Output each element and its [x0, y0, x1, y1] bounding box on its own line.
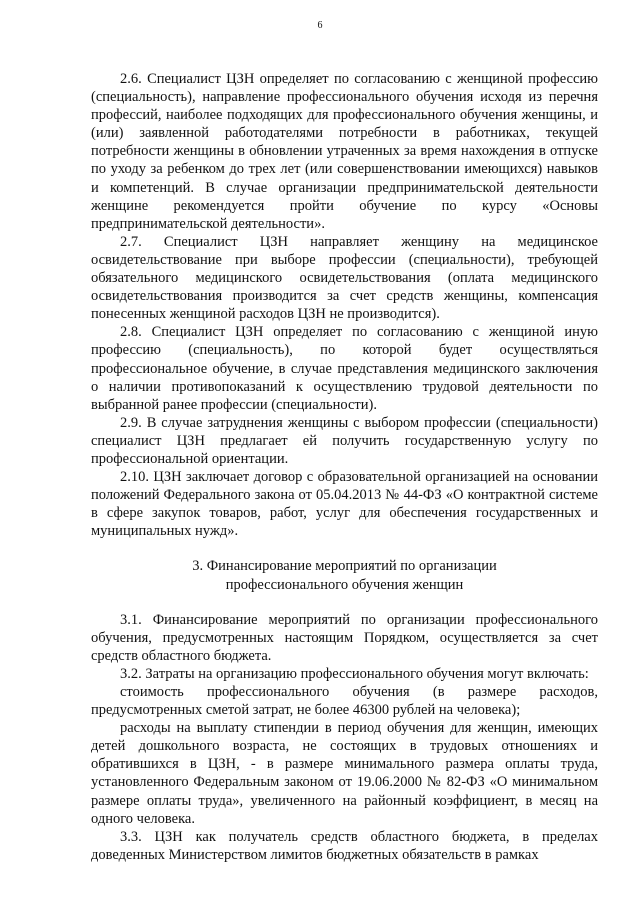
- paragraph-3-2: 3.2. Затраты на организацию профессионального обучения могут включать:: [120, 665, 589, 682]
- page-number: 6: [317, 20, 323, 31]
- paragraph-3-2-item-1: стоимость профессионального обучения (в размере расходов, предусмотренных сметой затрат, не более 46300 рублей на человека);: [91, 684, 598, 719]
- paragraph-3-2-item-2: расходы на выплату стипендии в период обучения для женщин, имеющих детей дошкольного возраста, не состоящих в трудовых отношениях и обратившихся в ЦЗН, - в размере минимального размера оплаты труда, установленного Федеральным законом от 19.06.2000 № 82-ФЗ «О минимальном размере оплаты труда», увеличенного на районный коэффициент, в месяц на одного человека.: [91, 720, 598, 827]
- paragraph-2-10: 2.10. ЦЗН заключает договор с образовательной организацией на основании положений Федерального закона от 05.04.2013 № 44-ФЗ «О контрактной системе в сфере закупок товаров, работ, услуг для обеспечения государственных и муниципальных нужд».: [91, 469, 598, 540]
- section-3-heading-line-1: 3. Финансирование мероприятий по организации: [192, 558, 497, 575]
- paragraph-2-9: 2.9. В случае затруднения женщины с выбором профессии (специальности) специалист ЦЗН предлагает ей получить государственную услугу по профессиональной ориентации.: [91, 414, 598, 467]
- section-3-heading: [91, 557, 598, 593]
- paragraph-3-1: 3.1. Финансирование мероприятий по организации профессионального обучения, предусмотренных настоящим Порядком, осуществляется за счет средств областного бюджета.: [91, 611, 598, 664]
- paragraph-3-3: 3.3. ЦЗН как получатель средств областного бюджета, в пределах доведенных Министерством лимитов бюджетных обязательств в рамках: [91, 828, 598, 863]
- paragraph-2-8: 2.8. Специалист ЦЗН определяет по согласованию с женщиной иную профессию (специальность), по которой будет осуществляться профессиональное обучение, в случае представления медицинского заключения о наличии противопоказаний к осуществлению трудовой деятельности по выбранной ранее профессии (специальности).: [91, 324, 598, 413]
- paragraph-2-6: 2.6. Специалист ЦЗН определяет по согласованию с женщиной профессию (специальность), направление профессионального обучения исходя из перечня профессий, наиболее подходящих для профессионального обучения женщины, и (или) заявленной работодателями потребности в работниках, текущей потребности женщины в обновлении утраченных за время нахождения в отпуске по уходу за ребенком до трех лет (или совершенствовании имеющихся) навыков и компетенций. В случае организации предпринимательской деятельности женщине рекомендуется пройти обучение по курсу «Основы предпринимательской деятельности».: [91, 71, 598, 232]
- paragraph-2-7: 2.7. Специалист ЦЗН направляет женщину на медицинское освидетельствование при выборе профессии (специальности), требующей обязательного медицинского освидетельствования (оплата медицинского освидетельствования производится за счет средств женщины, компенсация понесенных женщиной расходов ЦЗН не производится).: [91, 233, 598, 323]
- section-3-heading-line-2: профессионального обучения женщин: [225, 576, 464, 593]
- document-body: [91, 70, 598, 864]
